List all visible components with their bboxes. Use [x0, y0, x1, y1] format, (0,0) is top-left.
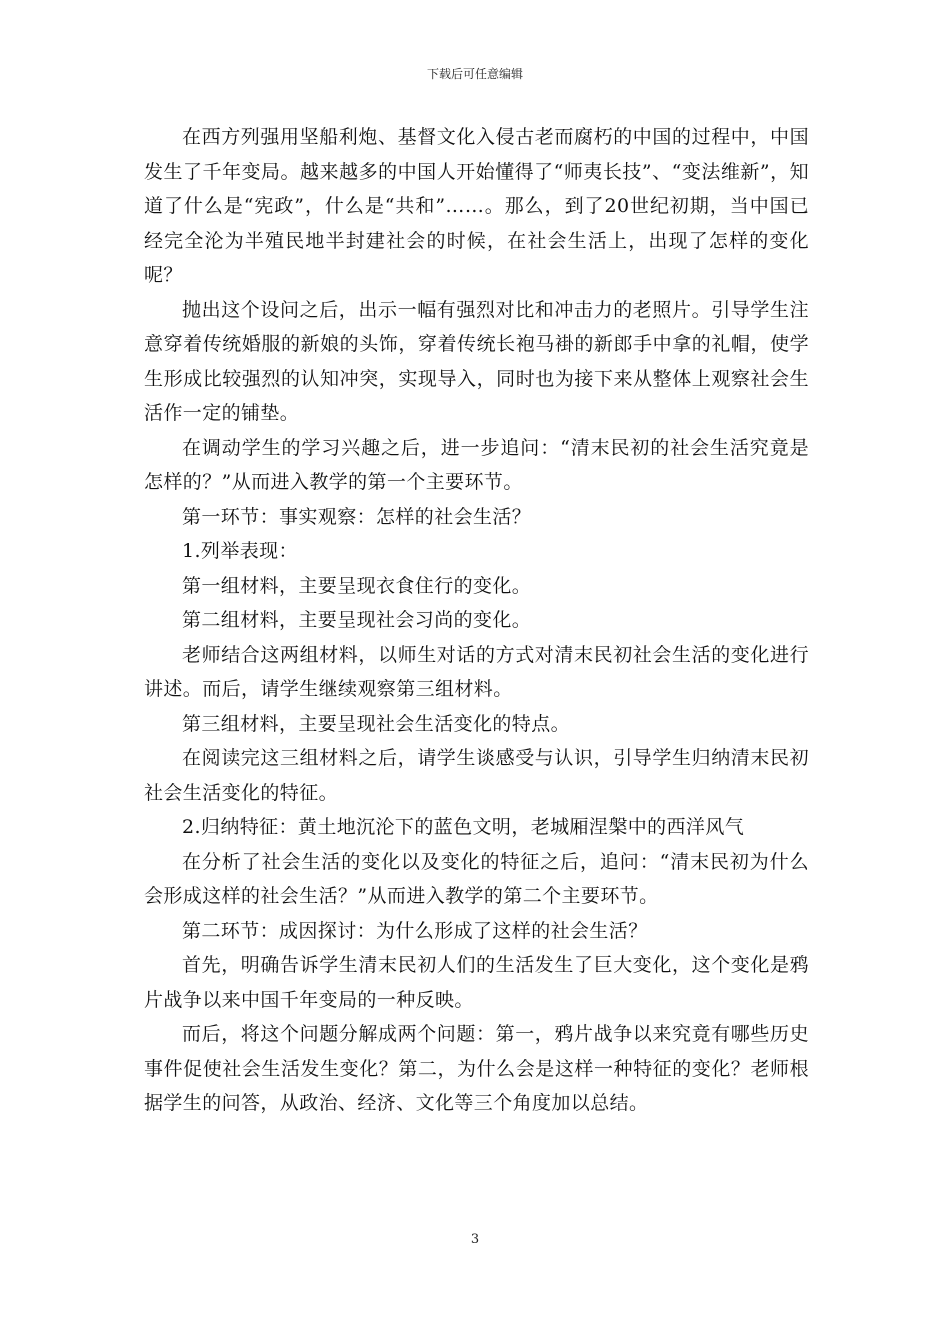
paragraph-6: 在分析了社会生活的变化以及变化的特征之后，追问：“清末民初为什么会形成这样的社会生活？”从而进入教学的第二个主要环节。 — [144, 850, 809, 907]
paragraph-8: 而后，将这个问题分解成两个问题：第一，鸦片战争以来究竟有哪些历史事件促使社会生活发生变化？第二，为什么会是这样一种特征的变化？老师根据学生的问答，从政治、经济、文化等三个角度加以总结。 — [144, 1023, 809, 1114]
paragraph-5: 在阅读完这三组材料之后，请学生谈感受与认识，引导学生归纳清末民初社会生活变化的特征。 — [144, 747, 809, 804]
paragraph-material-2: 第二组材料，主要呈现社会习尚的变化。 — [182, 609, 532, 631]
paragraph-4: 老师结合这两组材料，以师生对话的方式对清末民初社会生活的变化进行讲述。而后，请学生继续观察第三组材料。 — [144, 643, 809, 700]
paragraph-material-1: 第一组材料，主要呈现衣食住行的变化。 — [182, 574, 532, 597]
section-heading-1: 第一环节：事实观察：怎样的社会生活？ — [182, 505, 532, 528]
paragraph-2: 抛出这个设问之后，出示一幅有强烈对比和冲击力的老照片。引导学生注意穿着传统婚服的新娘的头饰，穿着传统长袍马褂的新郎手中拿的礼帽，使学生形成比较强烈的认知冲突，实现导入，同时也为接下来从整体上观察社会生活作一定的铺垫。 — [144, 298, 809, 424]
subheading-list-performance: 1.列举表现： — [182, 540, 298, 562]
page-number: 3 — [470, 1232, 480, 1247]
paragraph-material-3: 第三组材料，主要呈现社会生活变化的特点。 — [182, 712, 571, 735]
paragraph-7: 首先，明确告诉学生清末民初人们的生活发生了巨大变化，这个变化是鸦片战争以来中国千年变局的一种反映。 — [144, 954, 809, 1011]
subheading-summarize-features: 2.归纳特征：黄土地沉沦下的蓝色文明，老城厢涅槃中的西洋风气 — [182, 816, 745, 838]
paragraph-1: 在西方列强用坚船利炮、基督文化入侵古老而腐朽的中国的过程中，中国发生了千年变局。越来越多的中国人开始懂得了“师夷长技”、“变法维新”，知道了什么是“宪政”，什么是“共和”……。那么，到了20世纪初期，当中国已经完全沦为半殖民地半封建社会的时候，在社会生活上，出现了怎样的变化呢？ — [144, 126, 809, 286]
paragraph-3: 在调动学生的学习兴趣之后，进一步追问：“清末民初的社会生活究竟是怎样的？”从而进入教学的第一个主要环节。 — [144, 436, 809, 493]
section-heading-2: 第二环节：成因探讨：为什么形成了这样的社会生活？ — [182, 919, 648, 942]
document-body — [144, 120, 809, 1121]
page-header: 下载后可任意编辑 — [426, 67, 523, 81]
